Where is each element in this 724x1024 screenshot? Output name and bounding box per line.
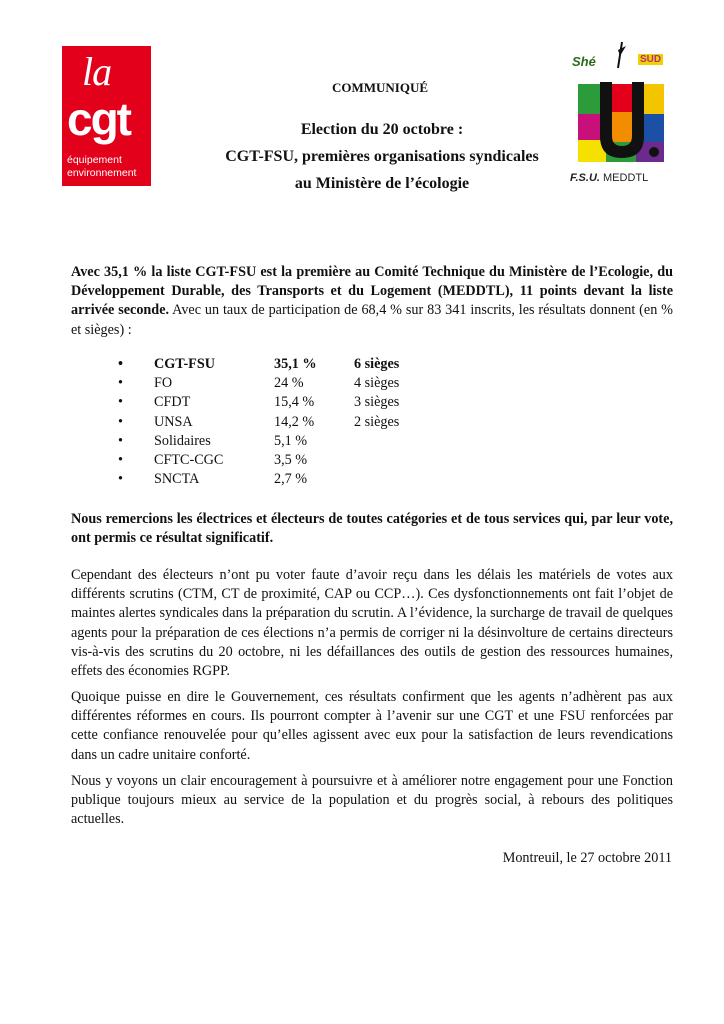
fsu-logo-sud: SUD — [640, 54, 662, 65]
signature-date: Montreuil, le 27 octobre 2011 — [502, 850, 672, 866]
fsu-logo-label-minor: MEDDTL — [603, 172, 649, 184]
thanks-paragraph: Nous remercions les électrices et électeurs de toutes catégories et de tous services qui, par leur vote, ont permis ce résultat significatif. — [71, 511, 673, 547]
title-line-2: CGT-FSU, premières organisations syndicales — [225, 148, 539, 165]
result-org: UNSA — [154, 413, 193, 430]
result-seats: 3 sièges — [354, 394, 400, 411]
result-org: CFDT — [154, 394, 191, 411]
cgt-logo-subtitle-2: environnement — [67, 167, 137, 179]
intro-rest: Avec un taux de participation de 68,4 % sur 83 341 inscrits, les résultats donnent (en % et sièges) : — [71, 302, 674, 338]
cgt-logo-la: la — [82, 49, 112, 94]
fsu-logo — [570, 40, 670, 190]
result-pct: 24 % — [274, 375, 304, 392]
result-seats: 2 sièges — [354, 413, 400, 430]
result-pct: 3,5 % — [274, 451, 308, 468]
result-pct: 5,1 % — [274, 432, 308, 449]
bullet: • — [118, 356, 123, 372]
intro-bold: Avec 35,1 % la liste CGT-FSU est la première au Comité Technique du Ministère de l’Ecologie, du Développement Durable, des Transports et du Logement (MEDDTL), 11 points devant la liste arrivée seconde. — [71, 264, 673, 319]
bullet: • — [118, 394, 123, 411]
result-org: SNCTA — [154, 471, 200, 488]
encouragement-paragraph: Nous y voyons un clair encouragement à poursuivre et à améliorer notre engagement pour une Fonction publique toujours mieux au service de la population et du progrès social, à rebours des politiques actuelles. — [71, 773, 673, 828]
bullet: • — [118, 471, 123, 488]
result-org: Solidaires — [154, 432, 211, 449]
bullet: • — [118, 451, 123, 468]
result-seats: 6 sièges — [354, 356, 400, 372]
title-line-1: Election du 20 octobre : — [300, 121, 464, 138]
cgt-logo-subtitle-1: équipement — [67, 154, 122, 166]
result-pct: 35,1 % — [274, 356, 317, 372]
fsu-logo-label-main: F.S.U. — [570, 172, 600, 184]
intro-paragraph — [71, 263, 673, 340]
fsu-logo-she: Shé — [572, 54, 596, 69]
result-pct: 14,2 % — [274, 413, 315, 430]
title-line-3: au Ministère de l’écologie — [294, 175, 470, 192]
issues-paragraph: Cependant des électeurs n’ont pu voter faute d’avoir reçu dans les délais les matériels de votes aux différents scrutins (CTM, CT de proximité, CAP ou CCP…). Ces dysfonctionnements ont fait l’objet de maintes alertes syndicales dans la préparation du scrutin. A l’évidence, la surcharge de travail de quelques agents pour la préparation de ces élections n’a permis de corriger ni la désinvolture de certains directeurs vis-à-vis des scrutins du 20 octobre, ni les défaillances des outils de gestion des ressources humaines, effets des économies RGPP. — [71, 567, 673, 680]
bullet: • — [118, 432, 123, 449]
communique-heading: COMMUNIQUÉ — [331, 80, 429, 95]
bullet: • — [118, 375, 123, 392]
cgt-logo-word: cgt — [67, 93, 130, 145]
result-org: CFTC-CGC — [154, 451, 224, 468]
result-org: CGT-FSU — [154, 356, 215, 372]
result-seats: 4 sièges — [354, 375, 400, 392]
bullet: • — [118, 413, 123, 430]
result-pct: 2,7 % — [274, 471, 308, 488]
government-paragraph: Quoique puisse en dire le Gouvernement, ces résultats confirment que les agents n’adhèrent pas aux différentes réformes en cours. Ils pourront compter à l’avenir sur une CGT et une FSU renforcées par cette confiance renouvelée pour qu’elles agissent avec eux pour la satisfaction de leurs revendications dans un cadre unitaire conforté. — [71, 689, 673, 763]
result-pct: 15,4 % — [274, 394, 315, 411]
result-org: FO — [154, 375, 173, 392]
